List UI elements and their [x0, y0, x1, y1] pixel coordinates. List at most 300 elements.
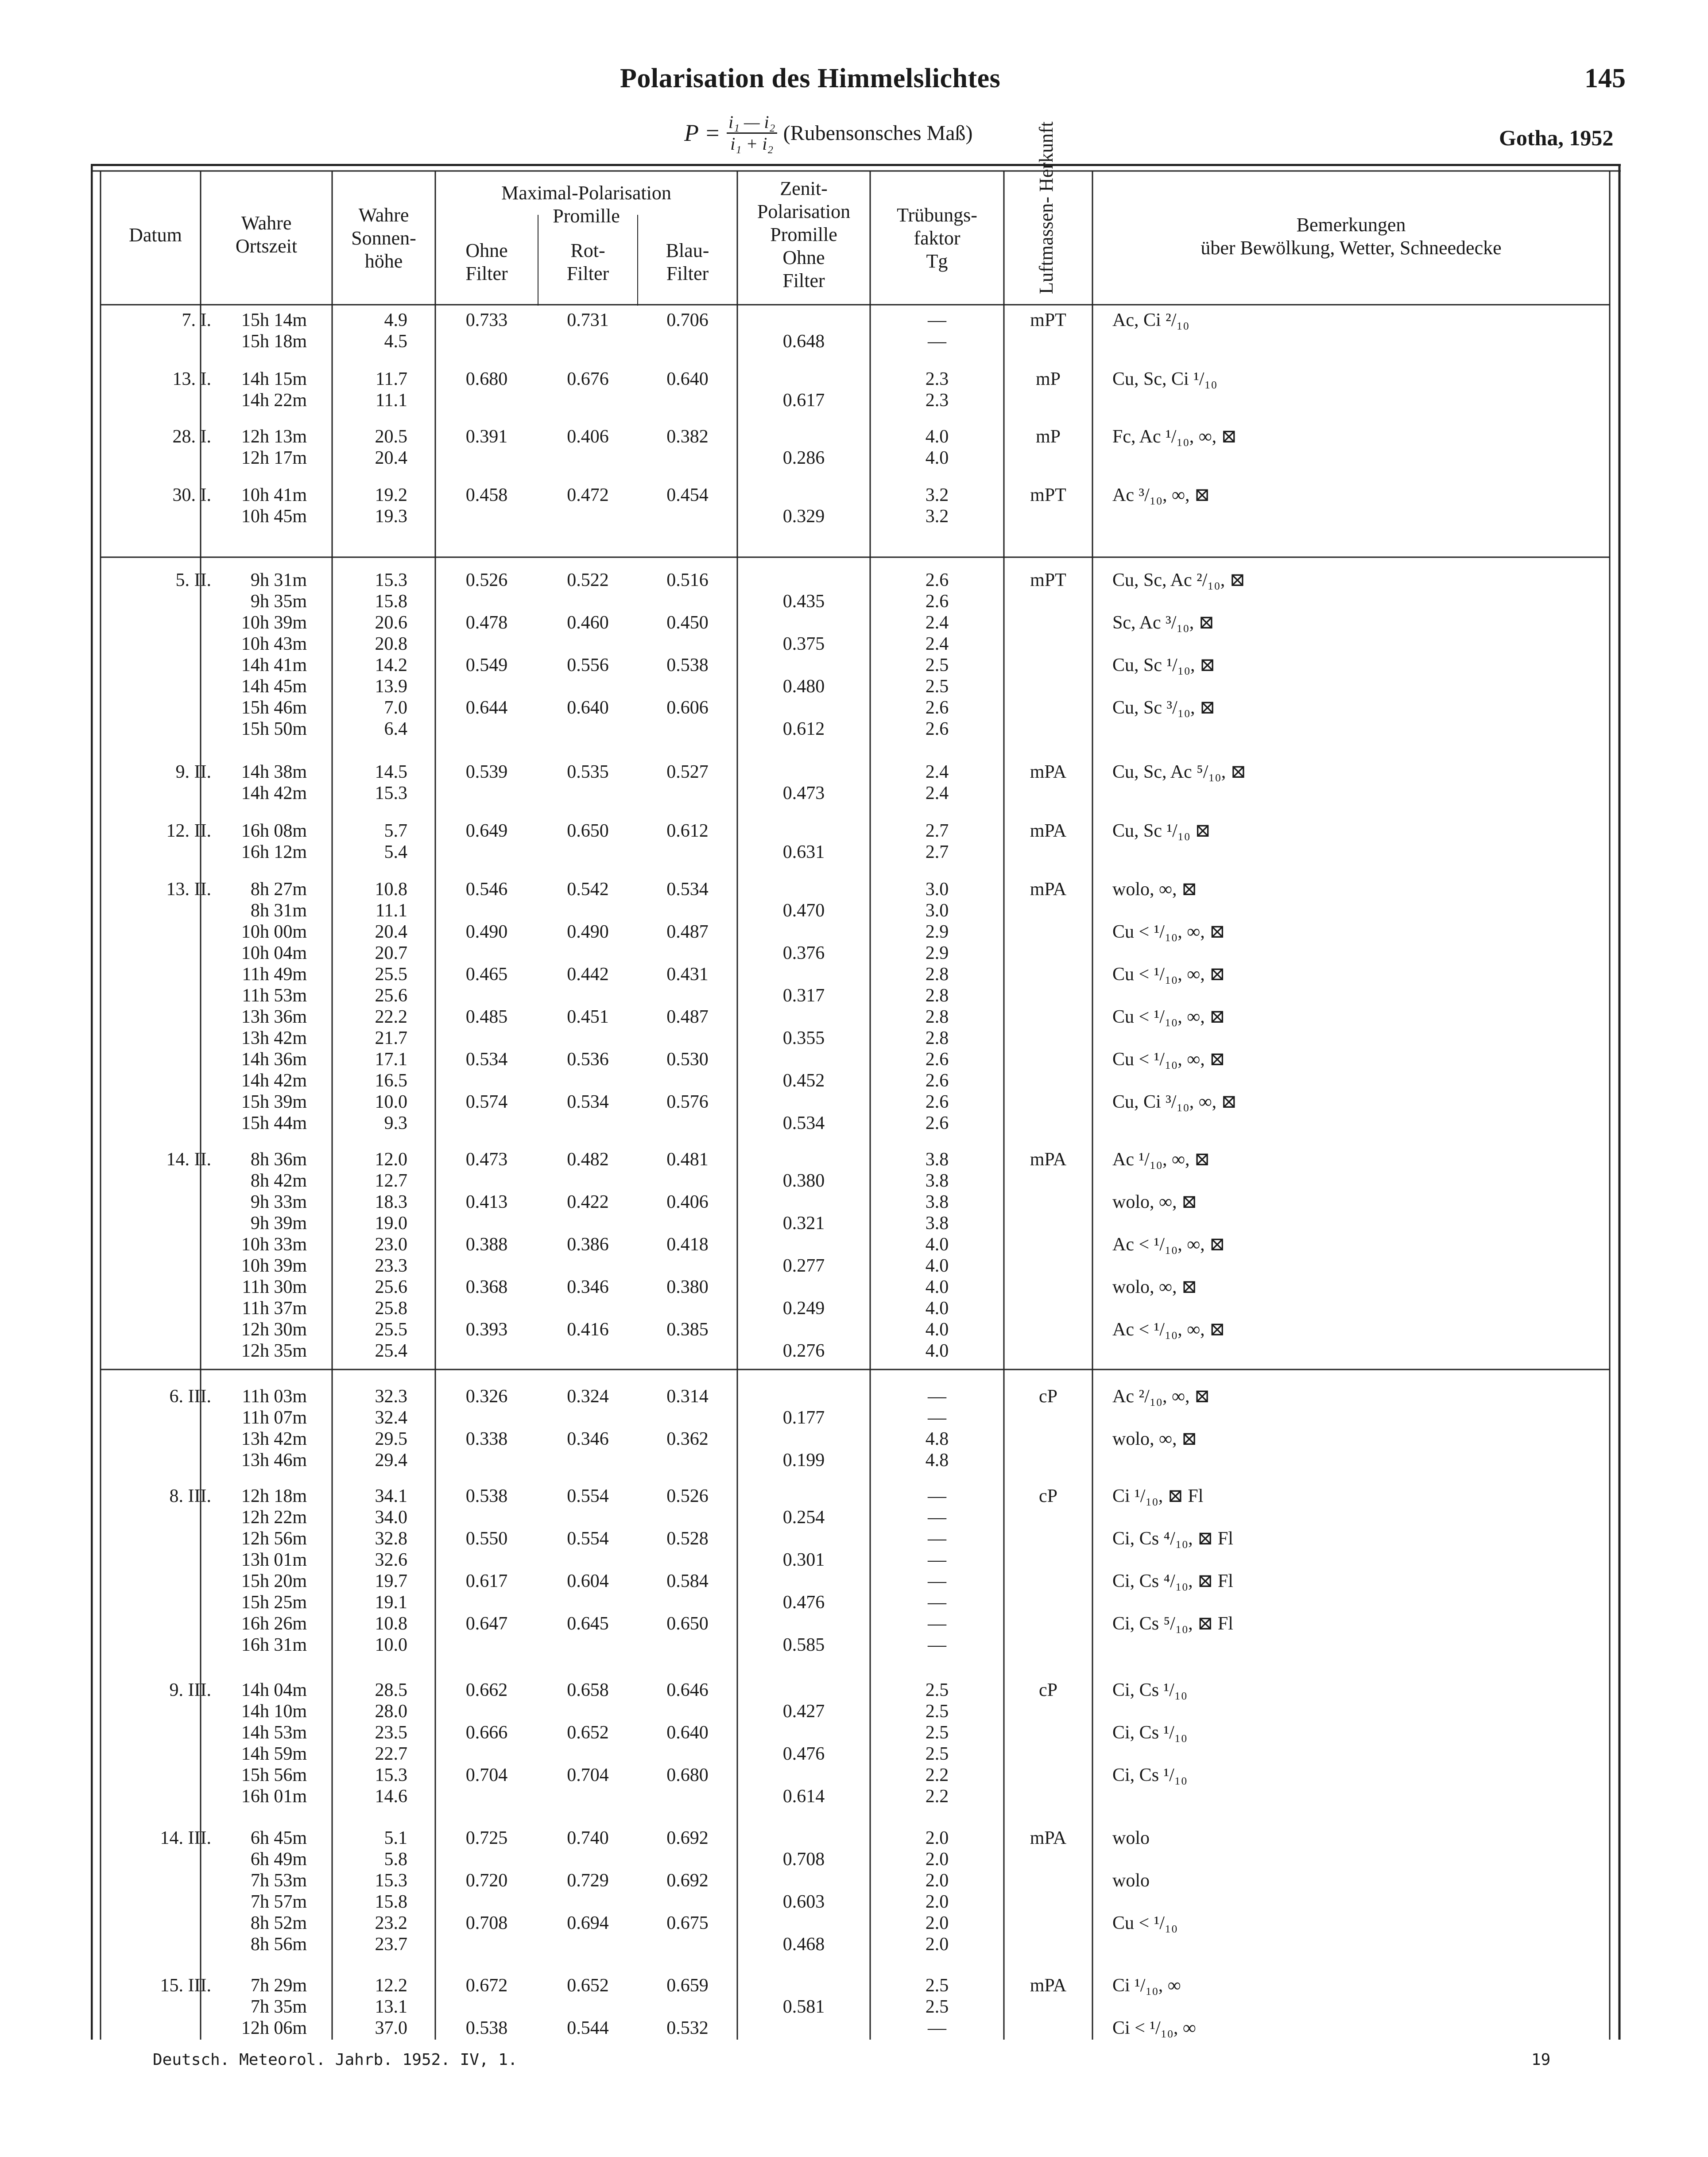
- row-turbidity: 2.4: [925, 613, 949, 633]
- row-max-pol-ohne: 0.647: [465, 1614, 508, 1634]
- row-max-pol-blau: 0.680: [666, 1765, 709, 1785]
- row-max-pol-rot: 0.650: [567, 821, 609, 841]
- row-time: 10h 04m: [241, 943, 307, 963]
- row-max-pol-rot: 0.729: [567, 1870, 609, 1891]
- row-max-pol-blau: 0.640: [666, 1722, 709, 1743]
- row-sun-height: 25.8: [375, 1298, 407, 1319]
- row-max-pol-rot: 0.604: [567, 1571, 609, 1591]
- row-turbidity: —: [928, 1486, 946, 1506]
- row-turbidity: 4.0: [925, 1341, 949, 1361]
- row-remark: Cu < ¹/₁₀, ∞, ⊠: [1112, 1007, 1225, 1027]
- row-remark: Cu, Sc, Ac ⁵/₁₀, ⊠: [1112, 762, 1246, 782]
- row-time: 12h 13m: [241, 427, 307, 447]
- row-max-pol-blau: 0.382: [666, 427, 709, 447]
- row-time: 16h 01m: [241, 1786, 307, 1807]
- row-remark: Ci, Cs ⁵/₁₀, ⊠ Fl: [1112, 1614, 1233, 1634]
- row-remark: Cu < ¹/₁₀, ∞, ⊠: [1112, 922, 1225, 942]
- row-turbidity: 4.8: [925, 1429, 949, 1449]
- row-date: 30. I.: [172, 485, 211, 505]
- row-sun-height: 4.5: [384, 331, 407, 352]
- row-remark: wolo: [1112, 1828, 1150, 1848]
- row-turbidity: 2.6: [925, 1092, 949, 1112]
- row-turbidity: 4.0: [925, 448, 949, 468]
- row-turbidity: 2.9: [925, 922, 949, 942]
- formula-note: (Rubensonsches Maß): [783, 121, 973, 145]
- row-sun-height: 11.1: [376, 900, 407, 921]
- row-time: 14h 36m: [241, 1049, 307, 1070]
- row-turbidity: 2.6: [925, 1113, 949, 1133]
- row-sun-height: 25.6: [375, 985, 407, 1006]
- row-sun-height: 15.3: [375, 1870, 407, 1891]
- row-zenith-pol: 0.480: [782, 676, 825, 697]
- row-turbidity: 2.6: [925, 1071, 949, 1091]
- row-time: 8h 27m: [250, 879, 307, 900]
- row-max-pol-rot: 0.652: [567, 1722, 609, 1743]
- row-time: 14h 04m: [241, 1680, 307, 1700]
- row-time: 7h 35m: [250, 1997, 307, 2017]
- row-max-pol-ohne: 0.680: [465, 369, 508, 389]
- row-turbidity: —: [928, 1592, 946, 1613]
- row-sun-height: 5.1: [384, 1828, 407, 1848]
- row-sun-height: 5.4: [384, 842, 407, 862]
- row-max-pol-rot: 0.554: [567, 1486, 609, 1506]
- col-header-ohne-filter: Ohne Filter: [465, 240, 508, 284]
- row-date: 5. II.: [175, 570, 211, 590]
- row-remark: wolo, ∞, ⊠: [1112, 1429, 1197, 1449]
- row-zenith-pol: 0.614: [782, 1786, 825, 1807]
- row-sun-height: 10.8: [375, 1614, 407, 1634]
- row-max-pol-blau: 0.314: [666, 1386, 709, 1407]
- row-time: 11h 37m: [242, 1298, 307, 1319]
- row-zenith-pol: 0.286: [782, 448, 825, 468]
- row-turbidity: 2.2: [925, 1765, 949, 1785]
- footer-sheet-number: 19: [1531, 2051, 1551, 2069]
- row-time: 15h 56m: [241, 1765, 307, 1785]
- row-time: 10h 39m: [241, 613, 307, 633]
- row-sun-height: 23.3: [375, 1256, 407, 1276]
- row-turbidity: 4.0: [925, 1234, 949, 1255]
- row-max-pol-blau: 0.385: [666, 1319, 709, 1340]
- row-sun-height: 32.4: [375, 1408, 407, 1428]
- row-turbidity: 2.5: [925, 1997, 949, 2017]
- row-max-pol-blau: 0.538: [666, 655, 709, 675]
- row-remark: Cu, Sc, Ci ¹/₁₀: [1112, 369, 1217, 389]
- row-max-pol-ohne: 0.473: [465, 1149, 508, 1170]
- row-turbidity: 2.5: [925, 1722, 949, 1743]
- row-time: 6h 45m: [250, 1828, 307, 1848]
- row-time: 12h 17m: [241, 448, 307, 468]
- row-max-pol-rot: 0.731: [567, 310, 609, 330]
- row-max-pol-rot: 0.386: [567, 1234, 609, 1255]
- row-time: 9h 35m: [250, 591, 307, 612]
- row-time: 8h 31m: [250, 900, 307, 921]
- row-max-pol-rot: 0.324: [567, 1386, 609, 1407]
- row-max-pol-rot: 0.740: [567, 1828, 609, 1848]
- row-max-pol-blau: 0.487: [666, 1007, 709, 1027]
- row-max-pol-rot: 0.346: [567, 1277, 609, 1297]
- row-turbidity: 3.2: [925, 485, 949, 505]
- row-turbidity: 4.0: [925, 1319, 949, 1340]
- row-zenith-pol: 0.177: [782, 1408, 825, 1428]
- row-time: 10h 45m: [241, 506, 307, 527]
- row-max-pol-blau: 0.516: [666, 570, 709, 590]
- row-sun-height: 20.4: [375, 448, 407, 468]
- row-zenith-pol: 0.473: [782, 783, 825, 803]
- row-zenith-pol: 0.585: [782, 1635, 825, 1655]
- row-max-pol-ohne: 0.704: [465, 1765, 508, 1785]
- row-max-pol-blau: 0.534: [666, 879, 709, 900]
- row-max-pol-ohne: 0.458: [465, 485, 508, 505]
- row-max-pol-blau: 0.528: [666, 1529, 709, 1549]
- row-time: 14h 22m: [241, 390, 307, 411]
- row-time: 16h 26m: [241, 1614, 307, 1634]
- row-max-pol-rot: 0.534: [567, 1092, 609, 1112]
- row-max-pol-blau: 0.380: [666, 1277, 709, 1297]
- formula: [684, 109, 972, 157]
- row-remark: Ci, Cs ⁴/₁₀, ⊠ Fl: [1112, 1571, 1233, 1591]
- row-max-pol-rot: 0.542: [567, 879, 609, 900]
- row-time: 15h 44m: [241, 1113, 307, 1133]
- row-max-pol-ohne: 0.666: [465, 1722, 508, 1743]
- row-turbidity: 3.0: [925, 879, 949, 900]
- row-remark: Ci, Cs ¹/₁₀: [1112, 1680, 1188, 1700]
- row-sun-height: 22.7: [375, 1744, 407, 1764]
- row-sun-height: 22.2: [375, 1007, 407, 1027]
- row-zenith-pol: 0.321: [782, 1213, 825, 1234]
- row-turbidity: 4.0: [925, 1298, 949, 1319]
- row-remark: Cu < ¹/₁₀, ∞, ⊠: [1112, 964, 1225, 985]
- row-sun-height: 19.0: [375, 1213, 407, 1234]
- row-time: 14h 10m: [241, 1701, 307, 1722]
- row-time: 14h 59m: [241, 1744, 307, 1764]
- row-max-pol-rot: 0.422: [567, 1192, 609, 1212]
- row-time: 9h 39m: [250, 1213, 307, 1234]
- row-time: 11h 03m: [242, 1386, 307, 1407]
- row-time: 15h 50m: [241, 719, 307, 739]
- row-max-pol-ohne: 0.485: [465, 1007, 508, 1027]
- row-turbidity: 2.5: [925, 1680, 949, 1700]
- row-time: 14h 45m: [241, 676, 307, 697]
- row-remark: Ac, Ci ²/₁₀: [1112, 310, 1189, 330]
- row-max-pol-blau: 0.646: [666, 1680, 709, 1700]
- row-time: 6h 49m: [250, 1849, 307, 1870]
- row-max-pol-rot: 0.554: [567, 1529, 609, 1549]
- row-turbidity: 3.2: [925, 506, 949, 527]
- row-zenith-pol: 0.376: [782, 943, 825, 963]
- row-turbidity: 4.0: [925, 1256, 949, 1276]
- row-remark: Cu < ¹/₁₀, ∞, ⊠: [1112, 1049, 1225, 1070]
- row-max-pol-ohne: 0.465: [465, 964, 508, 985]
- row-max-pol-ohne: 0.672: [465, 1975, 508, 1996]
- row-time: 10h 43m: [241, 634, 307, 654]
- row-zenith-pol: 0.612: [782, 719, 825, 739]
- row-turbidity: 2.0: [925, 1870, 949, 1891]
- row-time: 15h 39m: [241, 1092, 307, 1112]
- row-sun-height: 10.8: [375, 879, 407, 900]
- row-max-pol-ohne: 0.538: [465, 1486, 508, 1506]
- row-max-pol-rot: 0.535: [567, 762, 609, 782]
- row-zenith-pol: 0.617: [782, 390, 825, 411]
- row-max-pol-blau: 0.530: [666, 1049, 709, 1070]
- row-max-pol-rot: 0.482: [567, 1149, 609, 1170]
- row-remark: Ci, Cs ⁴/₁₀, ⊠ Fl: [1112, 1529, 1233, 1549]
- row-sun-height: 23.5: [375, 1722, 407, 1743]
- row-turbidity: 2.7: [925, 821, 949, 841]
- row-max-pol-blau: 0.692: [666, 1870, 709, 1891]
- row-date: 9. III.: [169, 1680, 211, 1700]
- row-turbidity: 2.6: [925, 591, 949, 612]
- row-turbidity: 2.7: [925, 842, 949, 862]
- col-header-blau-filter: Blau- Filter: [666, 240, 709, 284]
- row-air-mass: mPA: [1030, 821, 1067, 841]
- row-max-pol-ohne: 0.617: [465, 1571, 508, 1591]
- row-time: 15h 18m: [241, 331, 307, 352]
- row-time: 9h 33m: [250, 1192, 307, 1212]
- row-sun-height: 5.7: [384, 821, 407, 841]
- row-turbidity: 2.3: [925, 369, 949, 389]
- row-max-pol-rot: 0.451: [567, 1007, 609, 1027]
- row-turbidity: 2.8: [925, 985, 949, 1006]
- row-time: 11h 30m: [242, 1277, 307, 1297]
- row-max-pol-ohne: 0.644: [465, 698, 508, 718]
- row-time: 10h 00m: [241, 922, 307, 942]
- row-max-pol-ohne: 0.546: [465, 879, 508, 900]
- row-max-pol-blau: 0.418: [666, 1234, 709, 1255]
- row-date: 8. III.: [169, 1486, 211, 1506]
- row-zenith-pol: 0.199: [782, 1450, 825, 1470]
- row-max-pol-ohne: 0.490: [465, 922, 508, 942]
- row-time: 10h 41m: [241, 485, 307, 505]
- row-turbidity: —: [928, 1408, 946, 1428]
- row-date: 15. III.: [160, 1975, 211, 1996]
- row-remark: Ci < ¹/₁₀, ∞: [1112, 2018, 1196, 2038]
- row-remark: wolo, ∞, ⊠: [1112, 1192, 1197, 1212]
- row-zenith-pol: 0.427: [782, 1701, 825, 1722]
- row-turbidity: 2.4: [925, 783, 949, 803]
- row-max-pol-blau: 0.454: [666, 485, 709, 505]
- row-max-pol-rot: 0.416: [567, 1319, 609, 1340]
- row-time: 11h 07m: [242, 1408, 307, 1428]
- row-turbidity: 2.0: [925, 1892, 949, 1912]
- row-max-pol-ohne: 0.326: [465, 1386, 508, 1407]
- row-max-pol-ohne: 0.526: [465, 570, 508, 590]
- row-time: 14h 42m: [241, 1071, 307, 1091]
- row-max-pol-blau: 0.640: [666, 369, 709, 389]
- row-max-pol-ohne: 0.649: [465, 821, 508, 841]
- row-sun-height: 28.5: [375, 1680, 407, 1700]
- row-time: 15h 20m: [241, 1571, 307, 1591]
- row-max-pol-rot: 0.676: [567, 369, 609, 389]
- row-max-pol-blau: 0.481: [666, 1149, 709, 1170]
- row-time: 13h 36m: [241, 1007, 307, 1027]
- col-header-ortszeit: Wahre Ortszeit: [235, 212, 298, 257]
- row-max-pol-ohne: 0.733: [465, 310, 508, 330]
- row-remark: Ci ¹/₁₀, ⊠ Fl: [1112, 1486, 1204, 1506]
- formula-denominator: i₁ + i₂: [730, 133, 774, 154]
- row-max-pol-blau: 0.612: [666, 821, 709, 841]
- row-time: 15h 14m: [241, 310, 307, 330]
- col-header-sonnenhoehe: Wahre Sonnen- höhe: [351, 204, 416, 272]
- row-max-pol-rot: 0.472: [567, 485, 609, 505]
- row-turbidity: 2.3: [925, 390, 949, 411]
- row-remark: Cu, Ci ³/₁₀, ∞, ⊠: [1112, 1092, 1237, 1112]
- row-sun-height: 12.0: [375, 1149, 407, 1170]
- row-air-mass: mP: [1035, 369, 1061, 389]
- row-time: 10h 33m: [241, 1234, 307, 1255]
- formula-lhs: P =: [684, 120, 720, 146]
- row-zenith-pol: 0.648: [782, 331, 825, 352]
- col-header-rot-filter: Rot- Filter: [566, 240, 609, 284]
- row-time: 11h 49m: [242, 964, 307, 985]
- row-time: 14h 53m: [241, 1722, 307, 1743]
- row-max-pol-rot: 0.522: [567, 570, 609, 590]
- row-air-mass: cP: [1039, 1486, 1057, 1506]
- row-time: 13h 46m: [241, 1450, 307, 1470]
- row-sun-height: 10.0: [375, 1092, 407, 1112]
- row-time: 8h 42m: [250, 1171, 307, 1191]
- row-max-pol-blau: 0.487: [666, 922, 709, 942]
- row-turbidity: 2.0: [925, 1934, 949, 1955]
- row-date: 13. II.: [166, 879, 211, 900]
- row-zenith-pol: 0.476: [782, 1744, 825, 1764]
- row-max-pol-blau: 0.362: [666, 1429, 709, 1449]
- row-air-mass: cP: [1039, 1680, 1057, 1700]
- row-turbidity: —: [928, 310, 946, 330]
- row-sun-height: 34.1: [375, 1486, 407, 1506]
- row-remark: Cu < ¹/₁₀: [1112, 1913, 1178, 1933]
- row-zenith-pol: 0.631: [782, 842, 825, 862]
- row-turbidity: 2.0: [925, 1849, 949, 1870]
- row-sun-height: 32.3: [375, 1386, 407, 1407]
- row-zenith-pol: 0.435: [782, 591, 825, 612]
- row-time: 13h 42m: [241, 1429, 307, 1449]
- row-sun-height: 29.5: [375, 1429, 407, 1449]
- row-time: 16h 31m: [241, 1635, 307, 1655]
- row-max-pol-blau: 0.584: [666, 1571, 709, 1591]
- row-sun-height: 15.8: [375, 1892, 407, 1912]
- row-zenith-pol: 0.249: [782, 1298, 825, 1319]
- row-remark: Sc, Ac ³/₁₀, ⊠: [1112, 613, 1214, 633]
- row-sun-height: 15.3: [375, 570, 407, 590]
- row-turbidity: 3.8: [925, 1171, 949, 1191]
- row-air-mass: mPT: [1030, 570, 1066, 590]
- row-time: 14h 15m: [241, 369, 307, 389]
- row-zenith-pol: 0.468: [782, 1934, 825, 1955]
- row-turbidity: 2.2: [925, 1786, 949, 1807]
- row-date: 14. III.: [160, 1828, 211, 1848]
- row-zenith-pol: 0.329: [782, 506, 825, 527]
- row-max-pol-ohne: 0.720: [465, 1870, 508, 1891]
- row-turbidity: —: [928, 2018, 946, 2038]
- row-time: 8h 36m: [250, 1149, 307, 1170]
- row-turbidity: 2.8: [925, 1028, 949, 1048]
- location-year: Gotha, 1952: [1499, 125, 1614, 150]
- row-zenith-pol: 0.470: [782, 900, 825, 921]
- row-max-pol-blau: 0.576: [666, 1092, 709, 1112]
- row-sun-height: 25.5: [375, 1319, 407, 1340]
- row-sun-height: 15.3: [375, 783, 407, 803]
- row-sun-height: 9.3: [384, 1113, 407, 1133]
- row-sun-height: 17.1: [375, 1049, 407, 1070]
- row-zenith-pol: 0.534: [782, 1113, 825, 1133]
- row-sun-height: 32.6: [375, 1550, 407, 1570]
- row-max-pol-blau: 0.532: [666, 2018, 709, 2038]
- row-max-pol-ohne: 0.391: [465, 427, 508, 447]
- col-header-truebung: Trübungs- faktor Tg: [897, 204, 977, 272]
- row-max-pol-ohne: 0.388: [465, 1234, 508, 1255]
- row-sun-height: 12.7: [375, 1171, 407, 1191]
- row-time: 8h 56m: [250, 1934, 307, 1955]
- row-sun-height: 20.7: [375, 943, 407, 963]
- row-max-pol-blau: 0.406: [666, 1192, 709, 1212]
- row-time: 7h 53m: [250, 1870, 307, 1891]
- row-turbidity: 2.9: [925, 943, 949, 963]
- row-remark: Ac ¹/₁₀, ∞, ⊠: [1112, 1149, 1210, 1170]
- row-sun-height: 20.5: [375, 427, 407, 447]
- row-time: 12h 06m: [241, 2018, 307, 2038]
- formula-fraction: [727, 112, 777, 154]
- col-header-bemerkungen: Bemerkungen über Bewölkung, Wetter, Schneedecke: [1201, 214, 1502, 259]
- row-time: 13h 01m: [241, 1550, 307, 1570]
- row-zenith-pol: 0.317: [782, 985, 825, 1006]
- row-air-mass: mPA: [1030, 762, 1067, 782]
- row-remark: Ac < ¹/₁₀, ∞, ⊠: [1112, 1319, 1225, 1340]
- row-turbidity: 3.8: [925, 1213, 949, 1234]
- row-sun-height: 4.9: [384, 310, 407, 330]
- row-max-pol-blau: 0.606: [666, 698, 709, 718]
- col-header-luftmassen: Luftmassen- Herkunft: [1035, 121, 1057, 294]
- row-sun-height: 15.8: [375, 591, 407, 612]
- row-max-pol-blau: 0.706: [666, 310, 709, 330]
- row-remark: Cu, Sc ³/₁₀, ⊠: [1112, 698, 1216, 718]
- row-turbidity: 2.5: [925, 1975, 949, 1996]
- row-time: 12h 56m: [241, 1529, 307, 1549]
- row-turbidity: —: [928, 1635, 946, 1655]
- row-date: 7. I.: [182, 310, 211, 330]
- row-sun-height: 23.0: [375, 1234, 407, 1255]
- row-max-pol-ohne: 0.538: [465, 2018, 508, 2038]
- row-turbidity: —: [928, 1386, 946, 1407]
- row-zenith-pol: 0.301: [782, 1550, 825, 1570]
- row-remark: Fc, Ac ¹/₁₀, ∞, ⊠: [1112, 427, 1237, 447]
- row-time: 12h 18m: [241, 1486, 307, 1506]
- row-time: 14h 41m: [241, 655, 307, 675]
- row-max-pol-ohne: 0.338: [465, 1429, 508, 1449]
- row-max-pol-blau: 0.527: [666, 762, 709, 782]
- row-max-pol-ohne: 0.478: [465, 613, 508, 633]
- row-sun-height: 11.7: [376, 369, 407, 389]
- row-max-pol-rot: 0.658: [567, 1680, 609, 1700]
- row-sun-height: 23.2: [375, 1913, 407, 1933]
- row-remark: Cu, Sc ¹/₁₀, ⊠: [1112, 655, 1216, 675]
- row-air-mass: mPA: [1030, 1975, 1067, 1996]
- row-max-pol-ohne: 0.534: [465, 1049, 508, 1070]
- row-time: 13h 42m: [241, 1028, 307, 1048]
- row-max-pol-blau: 0.650: [666, 1614, 709, 1634]
- row-sun-height: 28.0: [375, 1701, 407, 1722]
- row-sun-height: 13.1: [375, 1997, 407, 2017]
- row-time: 11h 53m: [242, 985, 307, 1006]
- row-sun-height: 29.4: [375, 1450, 407, 1470]
- row-turbidity: —: [928, 1507, 946, 1528]
- row-turbidity: —: [928, 1571, 946, 1591]
- row-sun-height: 12.2: [375, 1975, 407, 1996]
- row-turbidity: 2.0: [925, 1828, 949, 1848]
- row-air-mass: mPT: [1030, 310, 1066, 330]
- row-zenith-pol: 0.276: [782, 1341, 825, 1361]
- row-max-pol-ohne: 0.550: [465, 1529, 508, 1549]
- row-sun-height: 20.6: [375, 613, 407, 633]
